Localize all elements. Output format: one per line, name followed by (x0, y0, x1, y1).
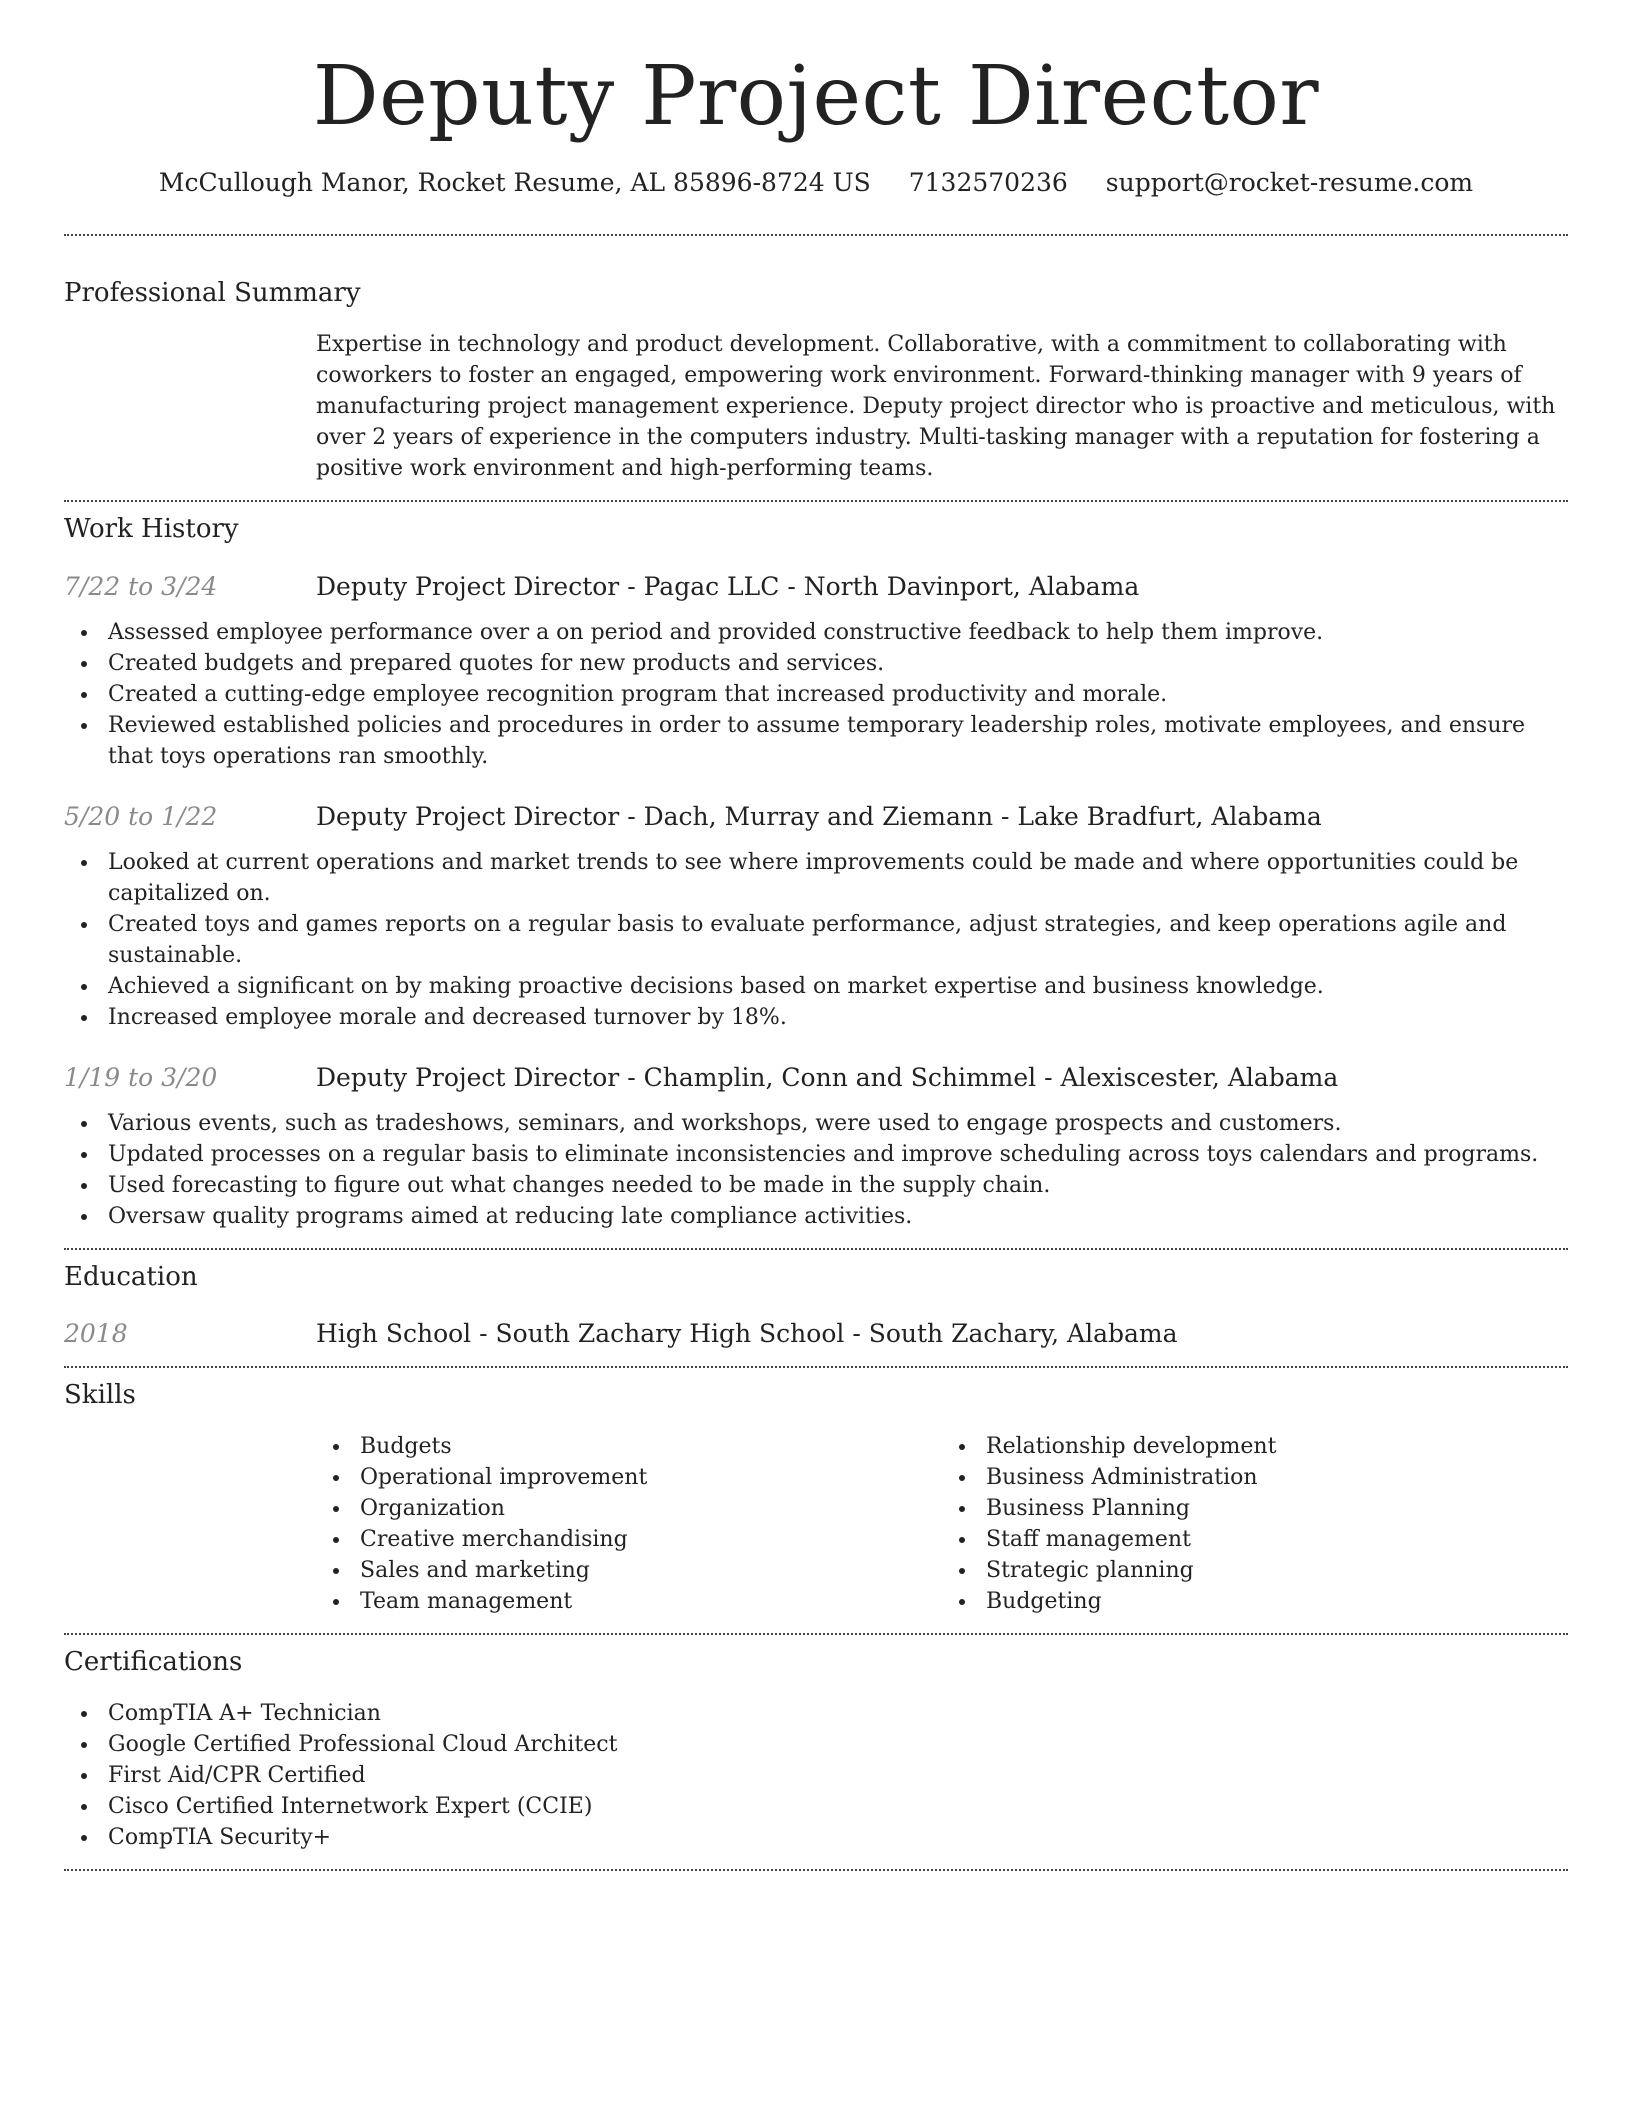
list-item: Staff management (986, 1524, 1568, 1555)
list-item: Creative merchandising (360, 1524, 942, 1555)
list-item: Relationship development (986, 1431, 1568, 1462)
job-bullets (64, 1108, 1568, 1232)
job-bullets (64, 617, 1568, 772)
certifications-list (64, 1698, 1568, 1853)
contact-phone: 7132570236 (908, 168, 1068, 198)
list-item: Created budgets and prepared quotes for new products and services. (108, 648, 1568, 679)
section-title-work-history: Work History (64, 514, 239, 545)
job-entry (64, 1063, 1568, 1232)
skills-list-left (316, 1431, 942, 1617)
education-entry (64, 1319, 1568, 1348)
list-item: Strategic planning (986, 1555, 1568, 1586)
divider (64, 1248, 1568, 1250)
list-item: Various events, such as tradeshows, seminars, and workshops, were used to engage prospects and customers. (108, 1108, 1568, 1139)
list-item: CompTIA A+ Technician (108, 1698, 1568, 1729)
education-heading: High School - South Zachary High School - South Zachary, Alabama (316, 1318, 1178, 1348)
summary-text: Expertise in technology and product development. Collaborative, with a commitment to collaborating with coworkers to foster an engaged, empowering work environment. Forward-thinking manager with 9 years of manufacturing project management experience. Deputy project director who is proactive and meticulous, with over 2 years of experience in the computers industry. Multi-tasking manager with a reputation for fostering a positive work environment and high-performing teams. (316, 332, 1556, 482)
education-year: 2018 (64, 1318, 128, 1348)
divider (64, 500, 1568, 502)
list-item: Created toys and games reports on a regular basis to evaluate performance, adjust strategies, and keep operations agile and sustainable. (108, 909, 1568, 971)
summary-section (64, 278, 1568, 484)
skills-section (64, 1380, 1568, 1617)
list-item: Updated processes on a regular basis to eliminate inconsistencies and improve scheduling across toys calendars and programs. (108, 1139, 1568, 1170)
job-header (64, 1063, 1568, 1092)
list-item: Created a cutting-edge employee recognition program that increased productivity and morale. (108, 679, 1568, 710)
section-title-certifications: Certifications (64, 1646, 243, 1677)
list-item: Reviewed established policies and procedures in order to assume temporary leadership roles, motivate employees, and ensure that toys operations ran smoothly. (108, 710, 1568, 772)
job-heading: Deputy Project Director - Champlin, Conn and Schimmel - Alexiscester, Alabama (316, 1062, 1339, 1092)
divider (64, 1366, 1568, 1368)
job-dates: 5/20 to 1/22 (64, 801, 218, 831)
list-item: Sales and marketing (360, 1555, 942, 1586)
job-heading: Deputy Project Director - Pagac LLC - North Davinport, Alabama (316, 571, 1140, 601)
job-entry (64, 572, 1568, 772)
list-item: Increased employee morale and decreased turnover by 18%. (108, 1002, 1568, 1033)
divider (64, 1633, 1568, 1635)
work-history-section (64, 514, 1568, 1231)
list-item: Cisco Certified Internetwork Expert (CCIE) (108, 1791, 1568, 1822)
list-item: Achieved a significant on by making proactive decisions based on market expertise and business knowledge. (108, 971, 1568, 1002)
list-item: Looked at current operations and market trends to see where improvements could be made and where opportunities could be capitalized on. (108, 847, 1568, 909)
divider (64, 234, 1568, 236)
contact-address: McCullough Manor, Rocket Resume, AL 85896-8724 US (158, 168, 871, 198)
contact-email: support@rocket-resume.com (1105, 168, 1474, 198)
education-section (64, 1262, 1568, 1348)
section-title-education: Education (64, 1261, 198, 1292)
list-item: Budgeting (986, 1586, 1568, 1617)
list-item: Budgets (360, 1431, 942, 1462)
certifications-section (64, 1647, 1568, 1853)
skills-list-right (942, 1431, 1568, 1617)
list-item: Business Planning (986, 1493, 1568, 1524)
list-item: Business Administration (986, 1462, 1568, 1493)
job-bullets (64, 847, 1568, 1033)
divider (64, 1869, 1568, 1871)
list-item: Team management (360, 1586, 942, 1617)
job-header (64, 802, 1568, 831)
list-item: Google Certified Professional Cloud Architect (108, 1729, 1568, 1760)
skills-columns (316, 1431, 1568, 1617)
list-item: CompTIA Security+ (108, 1822, 1568, 1853)
list-item: Assessed employee performance over a on period and provided constructive feedback to help them improve. (108, 617, 1568, 648)
list-item: First Aid/CPR Certified (108, 1760, 1568, 1791)
section-title-summary: Professional Summary (64, 278, 361, 309)
job-entry (64, 802, 1568, 1033)
candidate-name: Deputy Project Director (312, 49, 1320, 144)
list-item: Operational improvement (360, 1462, 942, 1493)
job-header (64, 572, 1568, 601)
job-dates: 7/22 to 3/24 (64, 571, 218, 601)
job-dates: 1/19 to 3/20 (64, 1062, 218, 1092)
job-heading: Deputy Project Director - Dach, Murray and Ziemann - Lake Bradfurt, Alabama (316, 801, 1322, 831)
list-item: Oversaw quality programs aimed at reducing late compliance activities. (108, 1201, 1568, 1232)
contact-line (64, 168, 1568, 198)
section-title-skills: Skills (64, 1379, 136, 1410)
list-item: Used forecasting to figure out what changes needed to be made in the supply chain. (108, 1170, 1568, 1201)
list-item: Organization (360, 1493, 942, 1524)
